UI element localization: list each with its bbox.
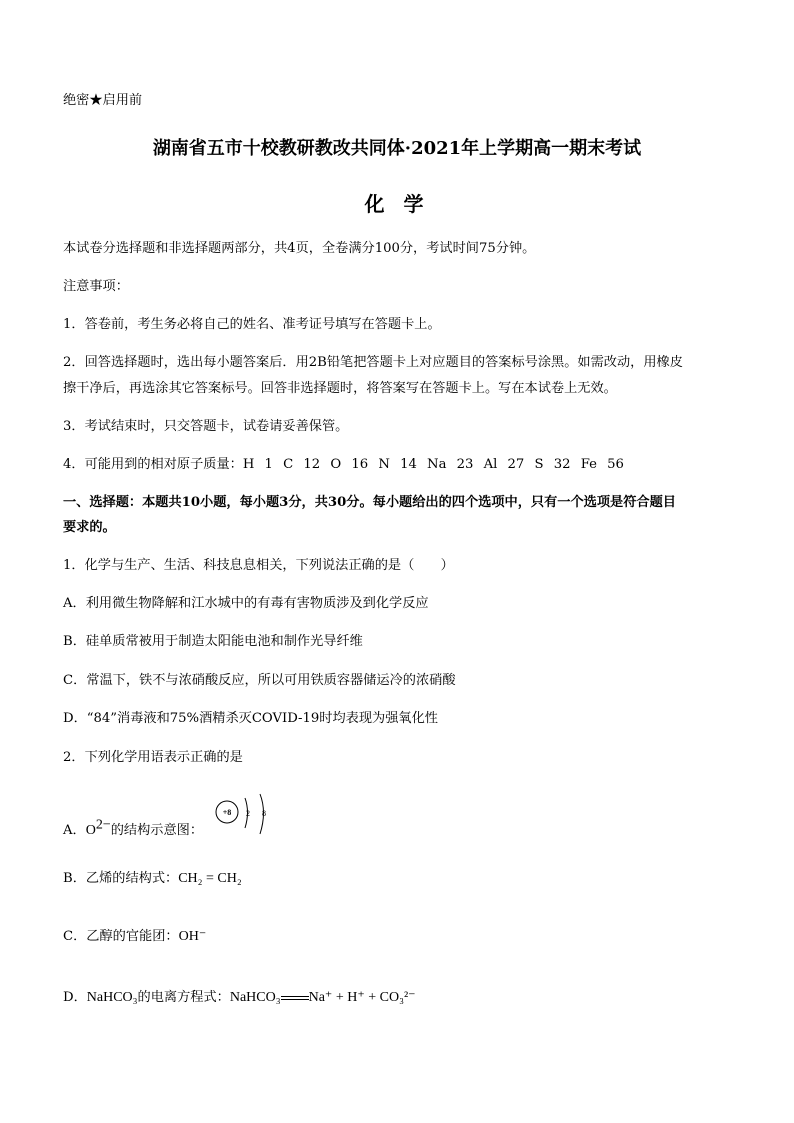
question-2-stem: 2．下列化学用语表示正确的是 (63, 750, 243, 765)
q2-option-c (63, 928, 206, 946)
nucleus-charge: +8 (222, 808, 232, 817)
q1-option-d: D．“84”消毒液和75%酒精杀灭COVID-19时均表现为强氧化性 (63, 711, 438, 726)
option-prefix: D． (63, 990, 87, 1005)
q2-option-b (63, 870, 242, 888)
option-text: 的电离方程式： (137, 990, 230, 1005)
ion-symbol: O (85, 823, 96, 838)
equation-rhs: Na⁺ + H⁺ + CO₃²⁻ (308, 990, 416, 1005)
q2-option-a (63, 817, 204, 840)
option-prefix: A． (63, 823, 86, 838)
exam-title: 湖南省五市十校教研教改共同体·2021年上学期高一期末考试 (152, 138, 642, 159)
equals-sign (281, 993, 309, 1003)
hydroxide-formula: OH⁻ (178, 929, 207, 944)
ion-charge: 2− (95, 817, 111, 833)
notes-heading: 注意事项： (63, 279, 129, 294)
subject-title: 化 学 (364, 192, 430, 216)
option-text: 的结构示意图： (110, 823, 204, 838)
question-1-stem: 1．化学与生产、生活、科技息息相关，下列说法正确的是（ ） (63, 558, 454, 573)
q1-option-c: C．常温下，铁不与浓硝酸反应，所以可用铁质容器储运冷的浓硝酸 (63, 673, 456, 688)
compound-formula: NaHCO₃ (86, 990, 138, 1005)
note-item: 3．考试结束时，只交答题卡，试卷请妥善保管。 (63, 419, 349, 434)
note-item: 4．可能用到的相对原子质量：H 1 C 12 O 16 N 14 Na 23 Al 27 S 32 Fe 56 (63, 457, 624, 472)
shell1-electrons: 2 (246, 809, 250, 818)
section-heading: 一、选择题：本题共10小题，每小题3分，共30分。每小题给出的四个选项中，只有一个选项是符合题目 (63, 495, 676, 510)
option-text: B．乙烯的结构式： (63, 871, 179, 886)
intro-text: 本试卷分选择题和非选择题两部分，共4页，全卷满分100分，考试时间75分钟。 (63, 241, 536, 256)
ethylene-formula: CH₂ = CH₂ (178, 871, 242, 886)
q1-option-b: B．硅单质常被用于制造太阳能电池和制作光导纤维 (63, 634, 363, 649)
note-item: 1．答卷前，考生务必将自己的姓名、准考证号填写在答题卡上。 (63, 317, 441, 332)
q2-option-d (63, 989, 416, 1007)
option-text: C．乙醇的官能团： (63, 929, 179, 944)
note-item: 2．回答选择题时，选出每小题答案后．用2B铅笔把答题卡上对应题目的答案标号涂黑。如需改动，用橡皮 (63, 355, 683, 370)
atomic-structure-diagram (212, 792, 270, 838)
shell2-electrons: 8 (262, 809, 266, 818)
note-item: 擦干净后，再选涂其它答案标号。回答非选择题时，将答案写在答题卡上。写在本试卷上无效。 (63, 381, 617, 396)
secret-label: 绝密★启用前 (63, 93, 143, 108)
q1-option-a: A．利用微生物降解和江水城中的有毒有害物质涉及到化学反应 (63, 596, 429, 611)
section-heading-cont: 要求的。 (63, 520, 116, 535)
equation-lhs: NaHCO₃ (229, 990, 281, 1005)
